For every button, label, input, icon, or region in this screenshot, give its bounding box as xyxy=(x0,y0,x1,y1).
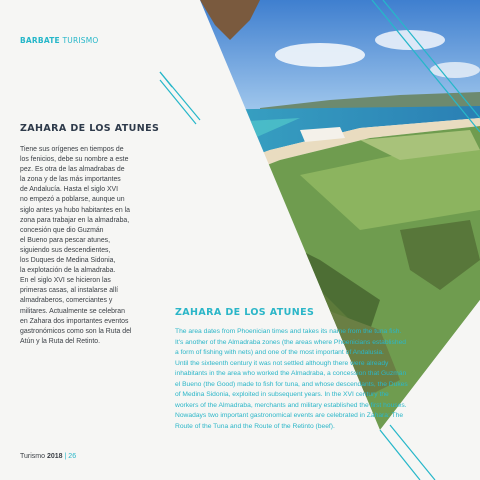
brand-subtitle: TURISMO xyxy=(62,36,99,45)
page-number: 26 xyxy=(68,453,77,460)
spanish-body-text: Tiene sus orígenes en tiempos de los fenicios, debe su nombre a este pez. Es otra de las almadrabas de la zona y de las más importantes de Andalucía. Hasta el siglo XVI no empezó a poblarse, aunque un siglo antes ya hubo habitantes en la zona para trabajar en la almadraba, concesión que dio Guzmán el Bueno para pescar atunes, siguiendo sus descendientes, los Duques de Medina Sidonia, la explotación de la almadraba. En el siglo XVI se hicieron las primeras casas, al instalarse allí almadraberos, comerciantes y militares. Actualmente se celebran en Zahara dos importantes eventos gastronómicos como son la Ruta del Atún y la Ruta del Retinto. xyxy=(20,146,132,345)
english-body-text: The area dates from Phoenician times and takes its name from the tuna fish. It's another of the Almadraba zones (the areas where Phoenicians established a form of fishing with nets) and one of the most important of Andalusia. Until the sixteenth century it was not settled although there were already inhabitants in the area who worked the Almadraba, a concession that Guzmán el Bueno (the Good) made to fish for tuna, and whose descendants, the Dukes of Medina Sidonia, exploited in subsequent years. In the XVI century the workers of the Almadraba, merchants and military established the first houses. Nowadays two important gastronomical events are celebrated in Zahara: The Route of the Tuna and the Route of the Retinto (beef). xyxy=(175,328,408,430)
page-footer xyxy=(20,453,76,460)
footer-label: Turismo xyxy=(20,453,46,460)
spanish-title: ZAHARA DE LOS ATUNES xyxy=(20,123,160,134)
brand-name: BARBATE xyxy=(20,36,60,45)
english-title: ZAHARA DE LOS ATUNES xyxy=(175,307,315,318)
footer-year: 2018 xyxy=(46,453,63,460)
footer-separator: | xyxy=(64,453,67,460)
